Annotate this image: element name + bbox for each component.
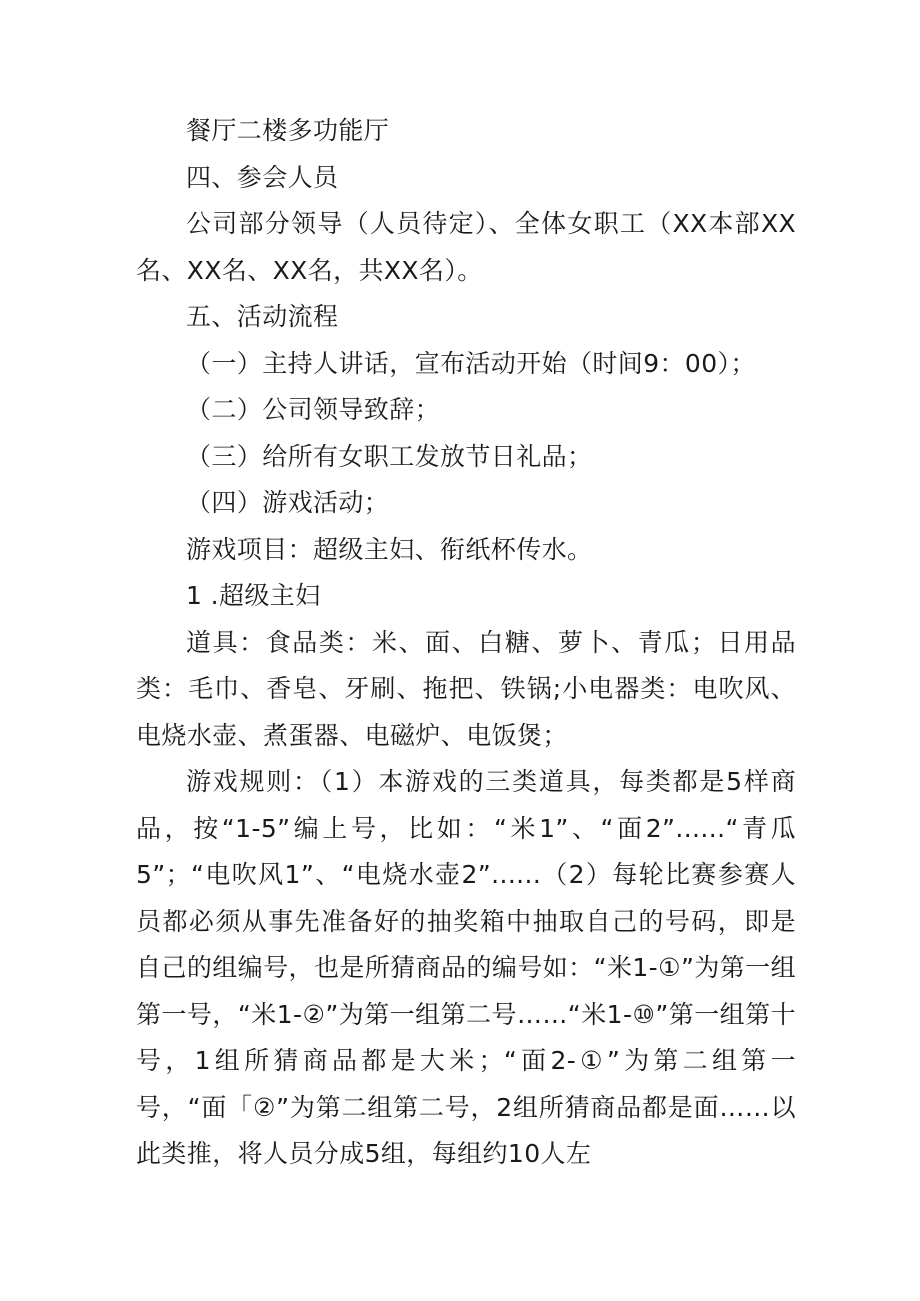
flow-item-3: （三）给所有女职工发放节日礼品； bbox=[186, 441, 593, 471]
flow-item-2: （二）公司领导致辞； bbox=[186, 395, 441, 424]
paragraph-venue: 餐厅二楼多功能厅 bbox=[186, 116, 390, 145]
paragraph-attendees: 公司部分领导（人员待定）、全体女职工（XX本部XX名、XX名、XX名，共XX名）。 bbox=[136, 209, 796, 285]
flow-item-1: （一）主持人讲话，宣布活动开始（时间9：00）； bbox=[186, 348, 756, 378]
paragraph-game-rules: 游戏规则：（1）本游戏的三类道具，每类都是5样商品，按“1-5”编上号，比如：“米1”、“面2”......“青瓜5”；“电吹风1”、“电烧水壶2”......（2）每轮比赛参赛人员都必须从事先准备好的抽奖箱中抽取自己的号码，即是自己的组编号，也是所猜商品的编号如：“米1-①”为第一组第一号，“米1-②”为第一组第二号……“米1-⑩”第一组第十号，1组所猜商品都是大米；“面2-①”为第二组第一号，“面「②”为第二组第二号，2组所猜商品都是面……以此类推，将人员分成5组，每组约10人左 bbox=[136, 767, 796, 1168]
paragraph-props: 道具：食品类：米、面、白糖、萝卜、青瓜；日用品类：毛巾、香皂、牙刷、拖把、铁锅;小电器类：电吹风、电烧水壶、煮蛋器、电磁炉、电饭煲； bbox=[136, 627, 796, 750]
heading-attendees: 四、参会人员 bbox=[186, 162, 339, 192]
paragraph-game-items: 游戏项目：超级主妇、衔纸杯传水。 bbox=[186, 534, 593, 564]
heading-activity-flow: 五、活动流程 bbox=[186, 302, 339, 331]
document-body bbox=[136, 108, 796, 1178]
heading-super-housewife: 1 .超级主妇 bbox=[186, 581, 321, 610]
flow-item-4: （四）游戏活动； bbox=[186, 488, 390, 517]
